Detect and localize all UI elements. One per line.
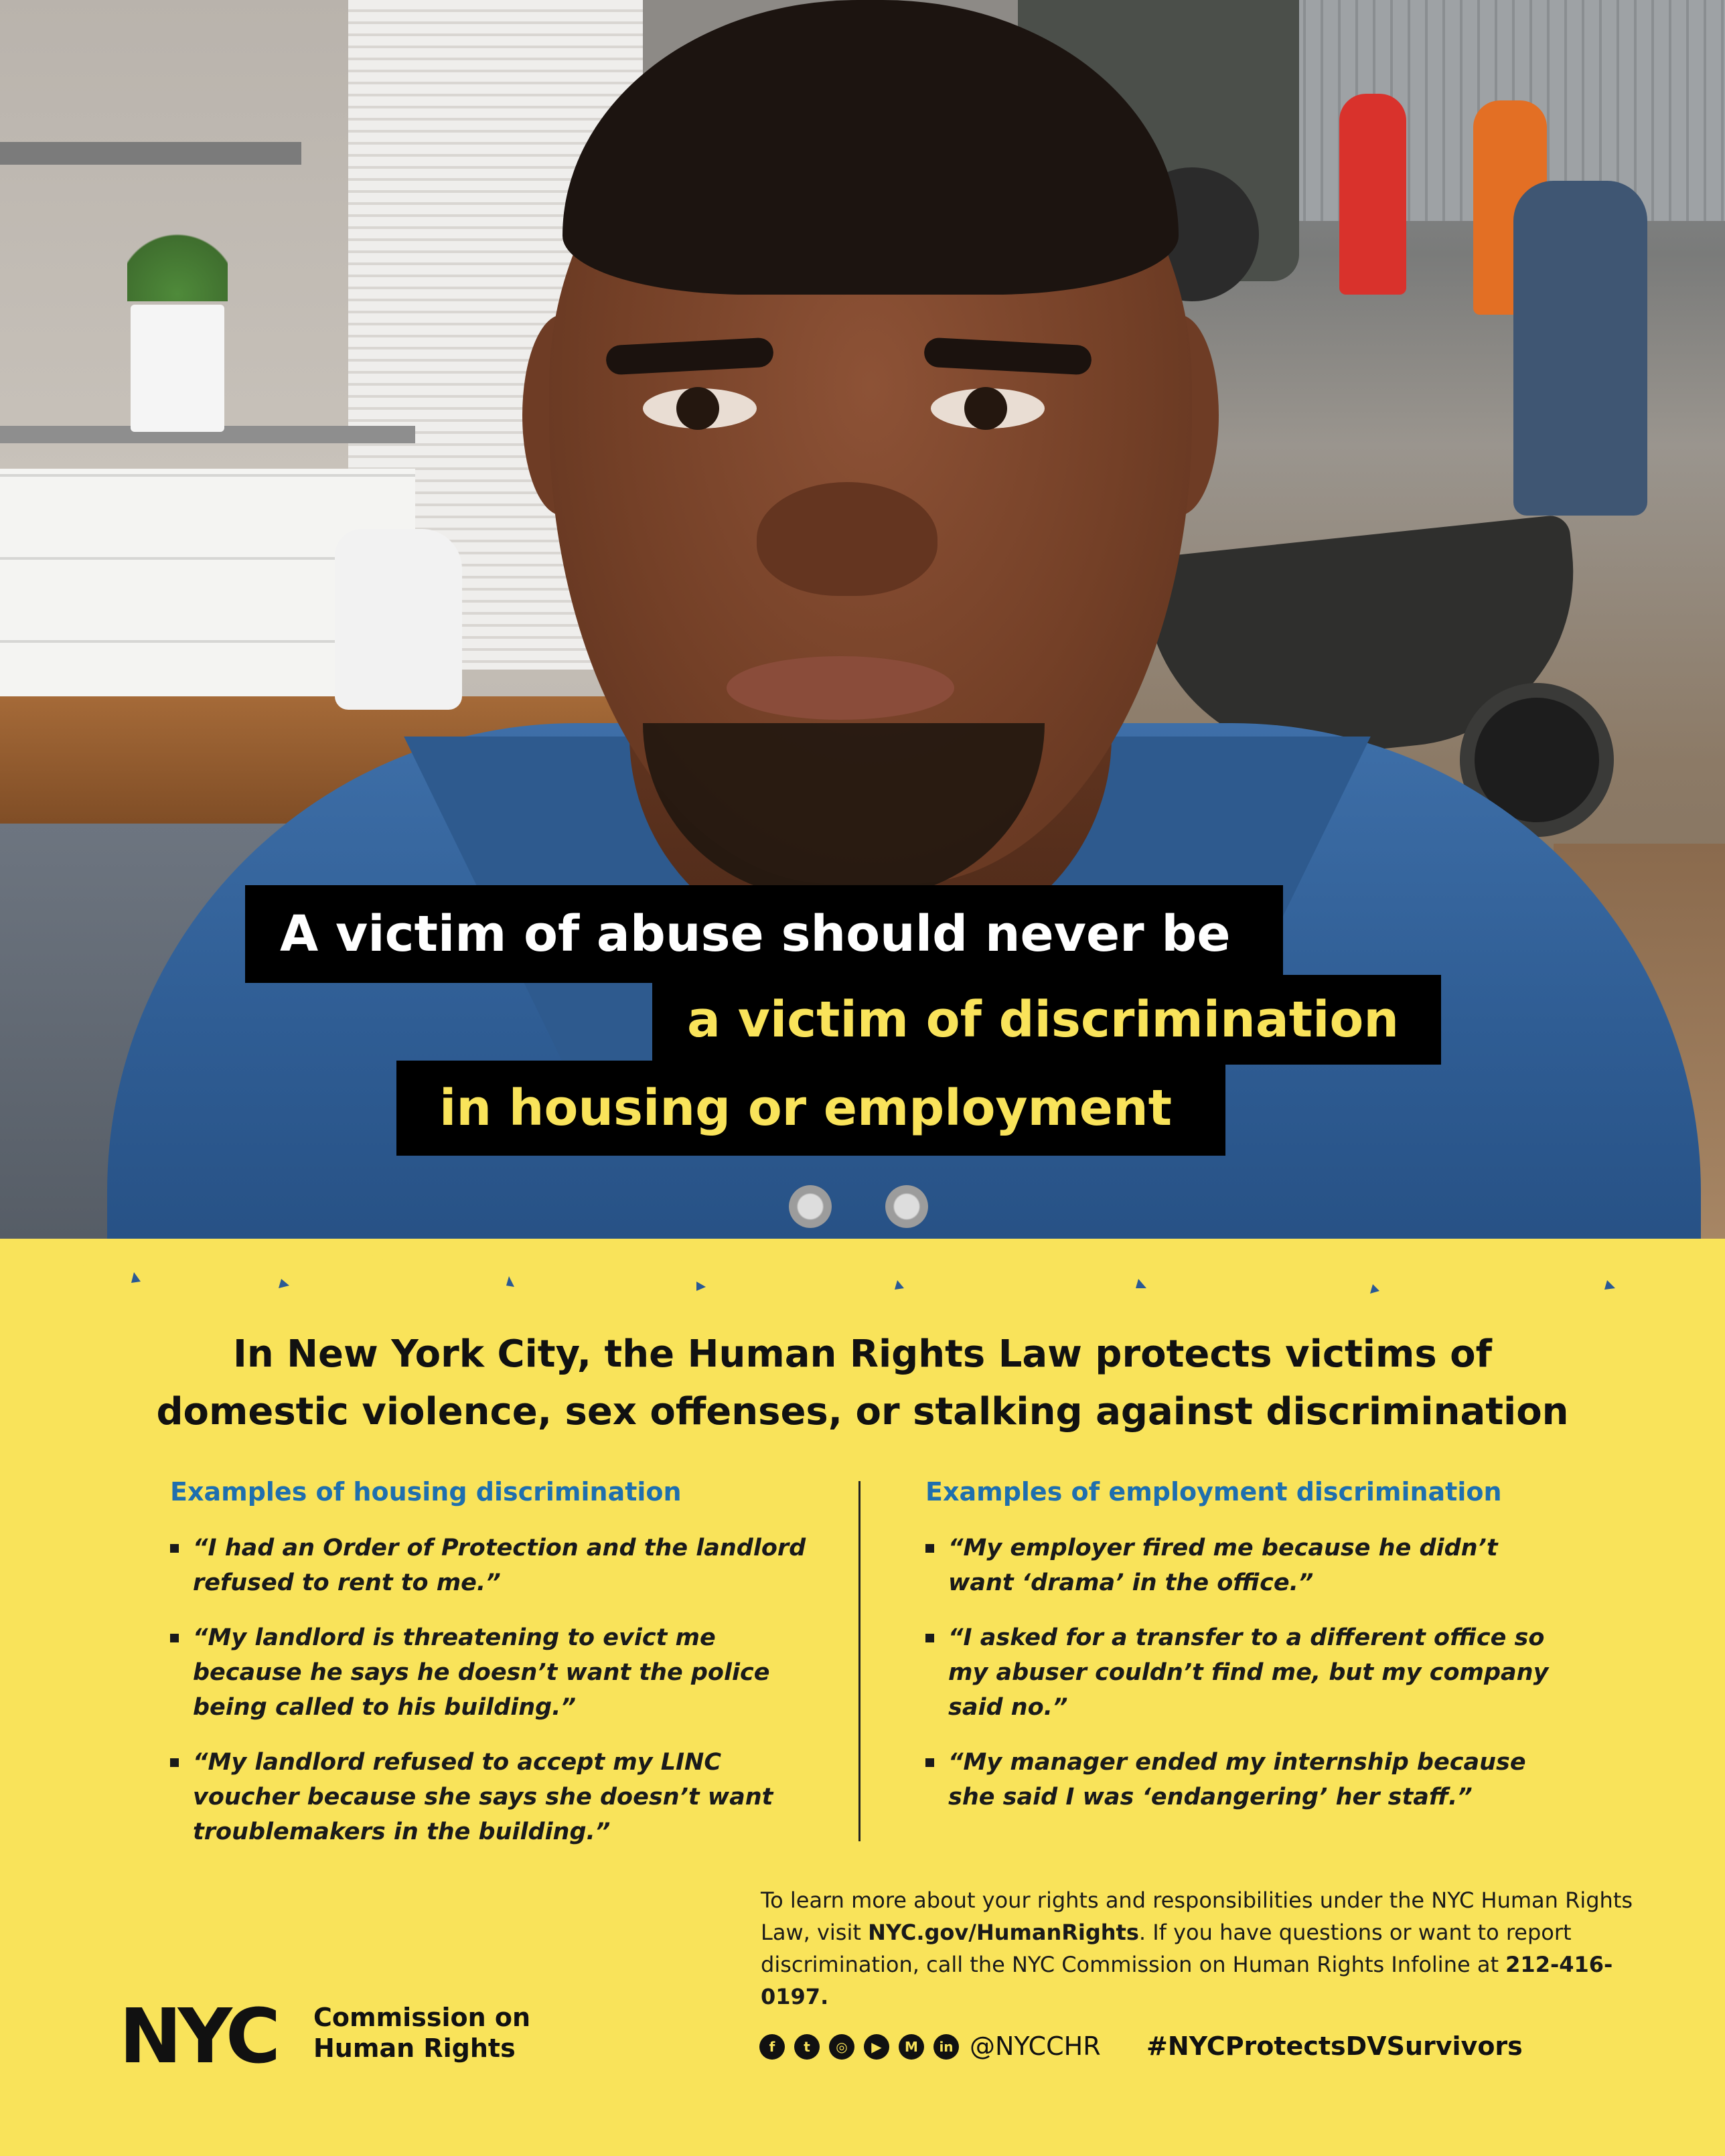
facebook-icon[interactable]: f (759, 2034, 785, 2060)
housing-quote: “My landlord is threatening to evict me because he says he doesn’t want the police being called to his building.” (170, 1620, 813, 1725)
more-info (761, 1884, 1658, 2013)
pupil (964, 387, 1007, 430)
headline-line-2: a victim of discrimination (652, 975, 1441, 1065)
employment-quote: “I asked for a transfer to a different office so my abuser couldn’t find me, but my company said no.” (925, 1620, 1568, 1725)
nyc-logo-text: NYC (119, 1998, 277, 2072)
kettle (335, 529, 462, 710)
column-divider (858, 1481, 860, 1841)
phone-number[interactable]: 212-416-0197. (761, 1952, 1613, 2009)
commission-name (313, 2002, 530, 2064)
shelf (0, 142, 301, 165)
subheading-line-1: In New York City, the Human Rights Law protects victims of (232, 1332, 1493, 1376)
employment-title: Examples of employment discrimination (925, 1477, 1502, 1507)
plant-pot (131, 305, 224, 432)
social-icons (759, 2034, 959, 2064)
headline-line-3: in housing or employment (396, 1061, 1225, 1156)
employment-quote: “My employer fired me because he didn’t want ‘drama’ in the office.” (925, 1531, 1568, 1600)
employment-quote: “My manager ended my internship because she said I was ‘endangering’ her staff.” (925, 1745, 1568, 1815)
housing-quote: “I had an Order of Protection and the landlord refused to rent to me.” (170, 1531, 813, 1600)
medium-icon[interactable]: M (899, 2034, 924, 2060)
pupil (676, 387, 719, 430)
info-text: . If you have questions or want to report discrimination, call the NYC Commission on Human Rights Infoline at (761, 1920, 1572, 1977)
website-link[interactable]: NYC.gov/HumanRights (868, 1920, 1139, 1945)
commission-line-2: Human Rights (313, 2033, 516, 2063)
mouth (727, 656, 954, 720)
shirt-snap (885, 1185, 928, 1228)
info-text: To learn more about your rights and responsibilities under the NYC Human Rights Law, visit (761, 1888, 1633, 1945)
employment-list (925, 1531, 1568, 1835)
youtube-icon[interactable]: ▶ (864, 2034, 889, 2060)
headline-line-1: A victim of abuse should never be (245, 885, 1283, 983)
construction-worker (1339, 94, 1406, 295)
housing-list (170, 1531, 813, 1869)
shirt-snap (789, 1185, 832, 1228)
housing-quote: “My landlord refused to accept my LINC voucher because she says she doesn’t want troublemakers in the building.” (170, 1745, 813, 1849)
nose (757, 482, 937, 596)
instagram-icon[interactable]: ◎ (829, 2034, 854, 2060)
subheading-line-2: domestic violence, sex offenses, or stalking against discrimination (156, 1390, 1569, 1434)
plant (127, 228, 228, 301)
torn-edge (0, 1232, 1725, 1306)
linkedin-icon[interactable]: in (933, 2034, 959, 2060)
twitter-icon[interactable]: t (794, 2034, 820, 2060)
construction-worker (1513, 181, 1647, 516)
nyc-logo (119, 1998, 300, 2072)
housing-title: Examples of housing discrimination (170, 1477, 682, 1507)
commission-line-1: Commission on (313, 2003, 531, 2032)
subheading (0, 1326, 1725, 1441)
hashtag[interactable]: #NYCProtectsDVSurvivors (1146, 2031, 1523, 2061)
social-handle[interactable]: @NYCCHR (970, 2031, 1101, 2061)
